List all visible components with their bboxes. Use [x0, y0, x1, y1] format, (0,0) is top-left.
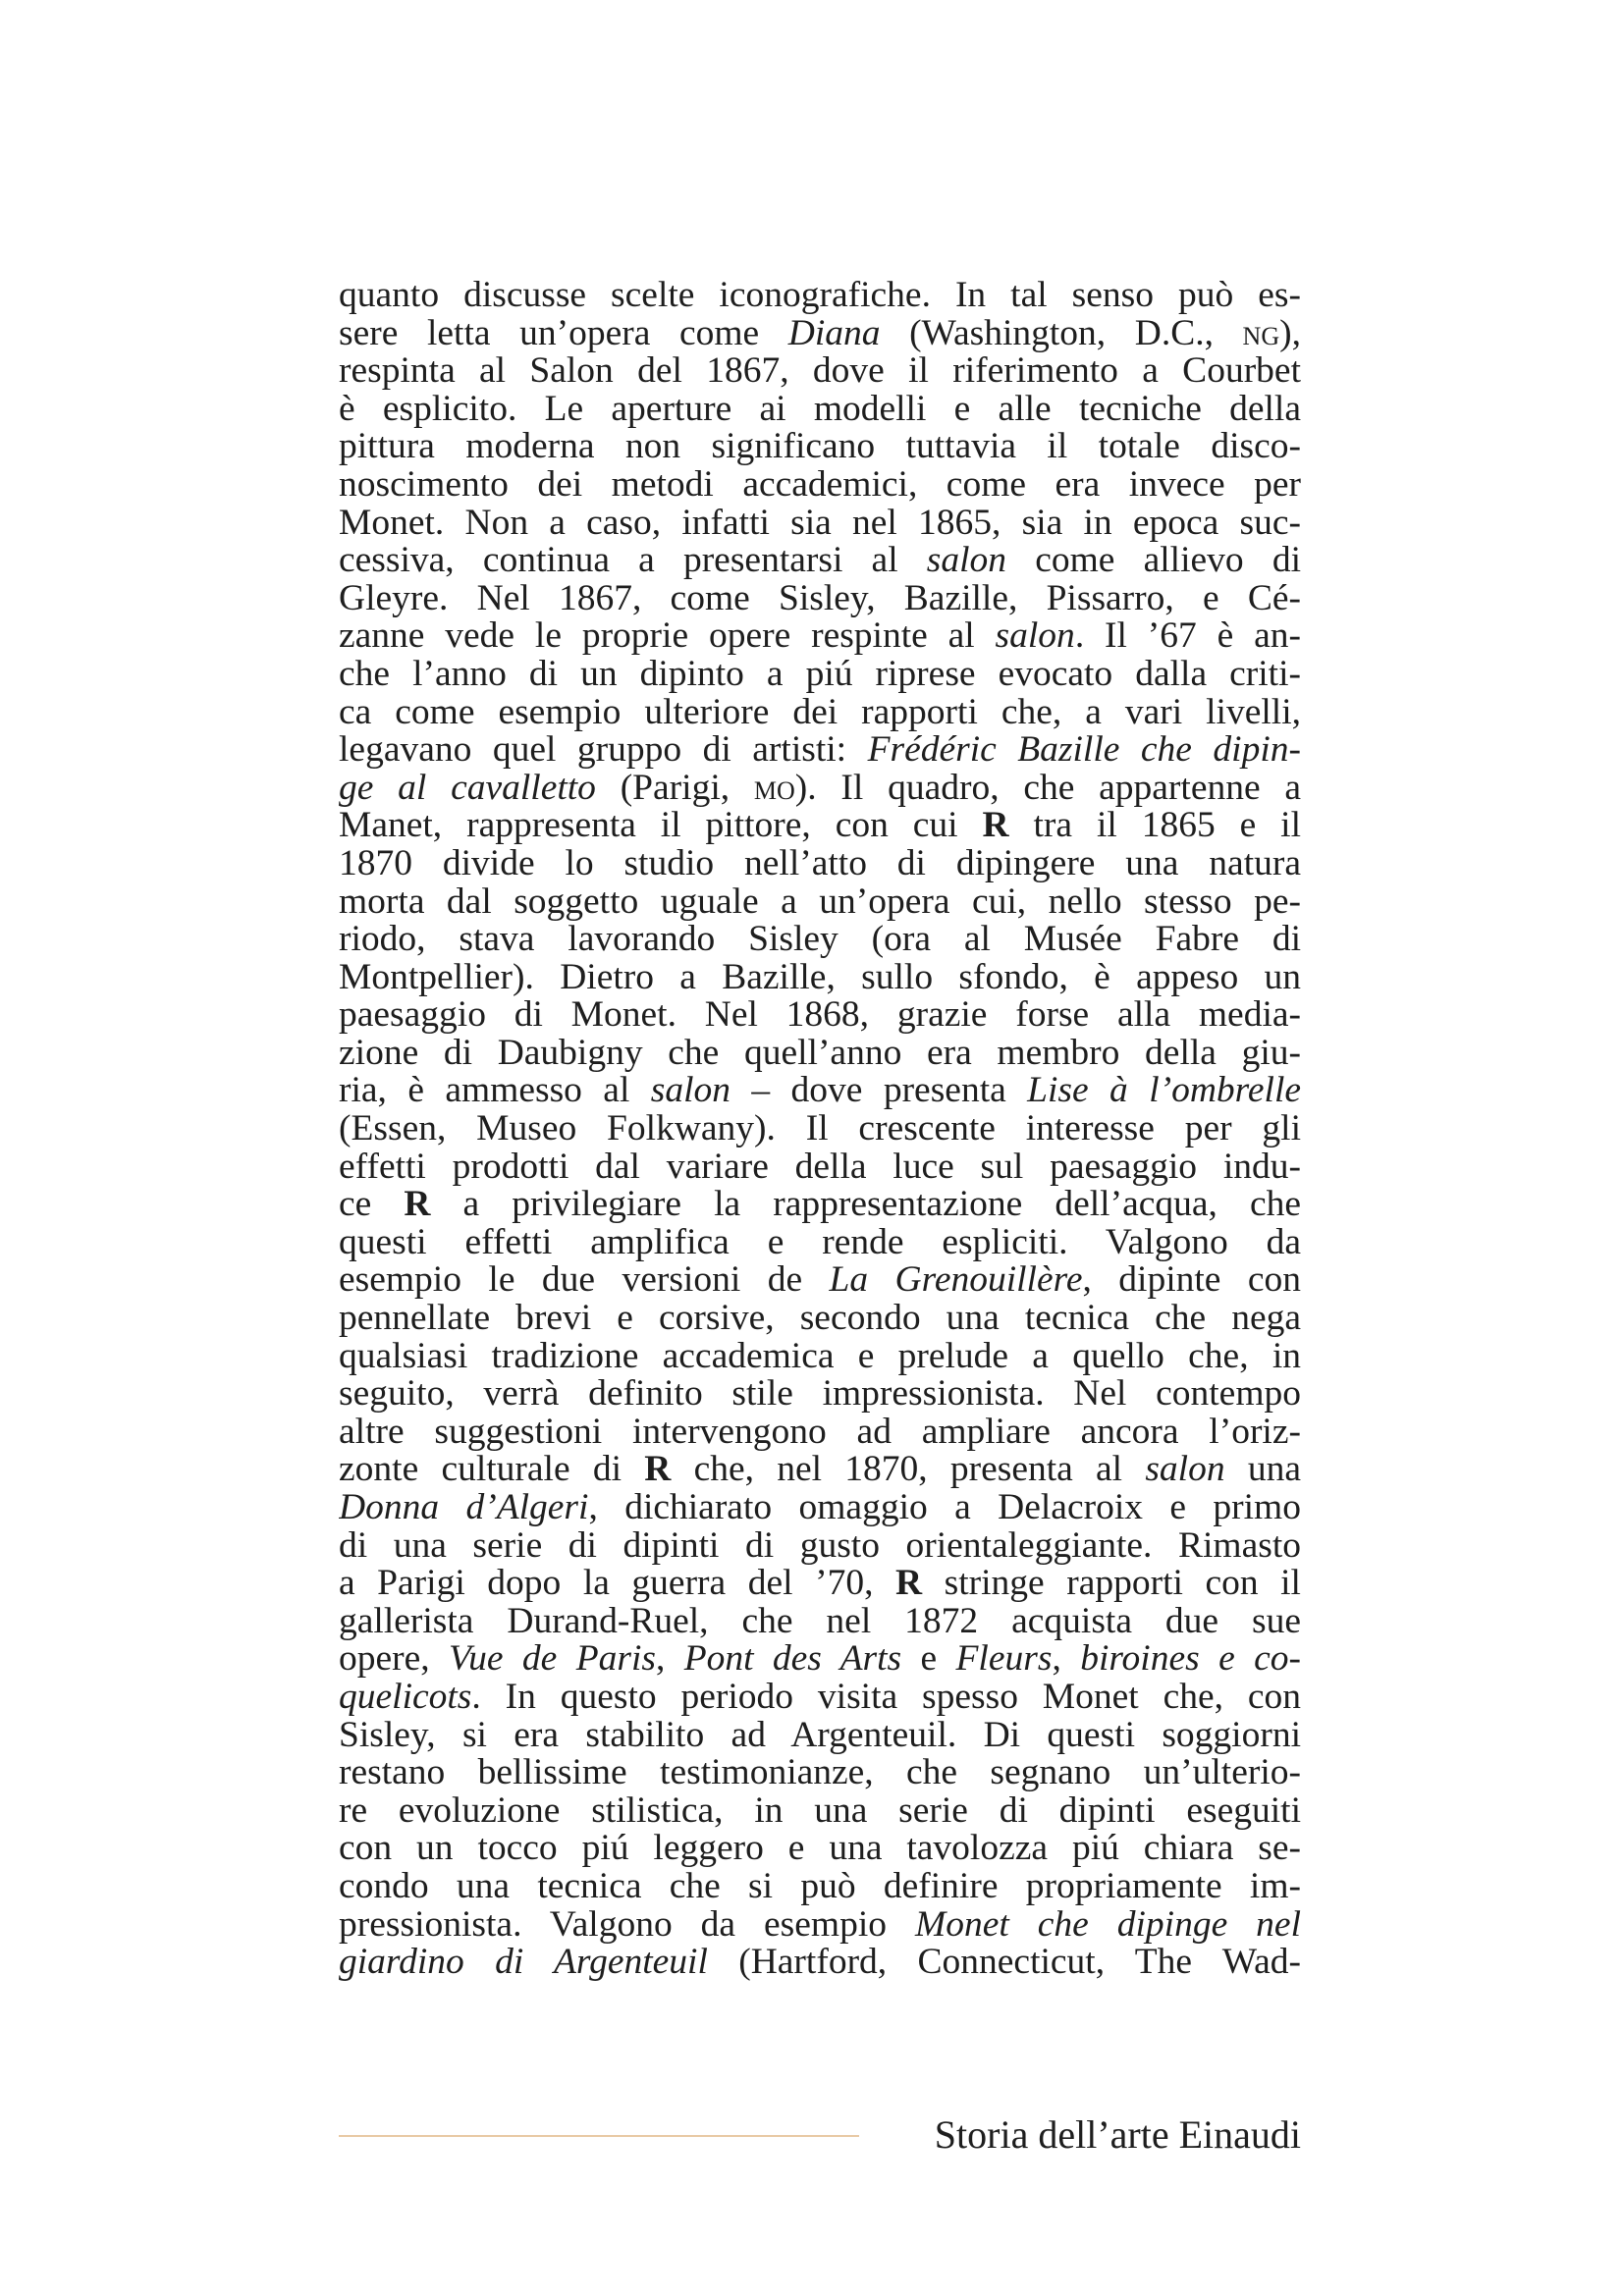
text-segment: altre suggestioni intervengono ad ampliare ancora l’oriz-	[339, 1413, 1301, 1452]
italic-text: Fleurs	[955, 1640, 1053, 1679]
text-line	[339, 1830, 1301, 1868]
text-line	[339, 845, 1301, 883]
text-segment: , dichiarato omaggio a Delacroix e primo	[588, 1489, 1301, 1527]
text-line	[339, 580, 1301, 618]
footer-title: Storia dell’arte Einaudi	[934, 2112, 1301, 2157]
italic-text: La Grenouillère	[829, 1261, 1083, 1301]
text-line	[339, 1527, 1301, 1566]
text-segment: come allievo di	[1006, 542, 1301, 580]
bold-text: R	[894, 1565, 923, 1603]
text-segment: (Essen, Museo Folkwany). Il crescente interesse per gli	[339, 1110, 1301, 1148]
text-line	[339, 428, 1301, 466]
text-segment: , dipinte con	[1082, 1261, 1301, 1301]
text-line	[339, 1035, 1301, 1073]
page-footer	[339, 2110, 1301, 2169]
text-segment: gallerista Durand-Ruel, che nel 1872 acquista due sue	[339, 1602, 1301, 1641]
text-line	[339, 1754, 1301, 1792]
text-line	[339, 1224, 1301, 1262]
bold-text: R	[982, 807, 1009, 845]
text-line	[339, 391, 1301, 429]
text-segment: sere letta un’opera come	[339, 314, 788, 353]
text-line	[339, 807, 1301, 845]
text-line	[339, 1072, 1301, 1110]
text-segment: – dove presenta	[730, 1072, 1028, 1111]
text-line	[339, 352, 1301, 391]
text-segment: qualsiasi tradizione accademica e prelude a quello che, in	[339, 1337, 1301, 1376]
text-line	[339, 617, 1301, 656]
text-line	[339, 277, 1301, 315]
text-segment: ),	[1279, 314, 1301, 353]
text-segment: re evoluzione stilistica, in una serie di dipinti eseguiti	[339, 1791, 1301, 1831]
text-line	[339, 1375, 1301, 1414]
text-segment: . In questo periodo visita spesso Monet che, con	[471, 1678, 1301, 1717]
text-line	[339, 1603, 1301, 1641]
text-segment: zonte culturale di	[339, 1451, 645, 1489]
text-line	[339, 1944, 1301, 1982]
text-line	[339, 921, 1301, 959]
text-segment: Sisley, si era stabilito ad Argenteuil. Di questi soggiorni	[339, 1716, 1301, 1755]
text-line	[339, 1906, 1301, 1945]
text-segment: seguito, verrà definito stile impressionista. Nel contempo	[339, 1375, 1301, 1414]
text-segment: . Il ’67 è an-	[1074, 617, 1301, 656]
text-line	[339, 1792, 1301, 1831]
text-segment: effetti prodotti dal variare della luce sul paesaggio indu-	[339, 1148, 1301, 1187]
text-line	[339, 1679, 1301, 1717]
text-segment: a privilegiare la rappresentazione dell’acqua, che	[430, 1186, 1301, 1224]
text-segment: ca come esempio ulteriore dei rapporti che, a vari livelli,	[339, 693, 1301, 732]
text-line	[339, 656, 1301, 694]
text-segment: Gleyre. Nel 1867, come Sisley, Bazille, Pissarro, e Cé-	[339, 579, 1301, 618]
text-segment: pressionista. Valgono da esempio	[339, 1905, 915, 1945]
text-line	[339, 770, 1301, 808]
text-segment: noscimento dei metodi accademici, come era invece per	[339, 465, 1301, 505]
bold-text: R	[644, 1451, 672, 1489]
text-segment: paesaggio di Monet. Nel 1868, grazie forse alla media-	[339, 996, 1301, 1035]
text-segment: con un tocco piú leggero e una tavolozza piú chiara se-	[339, 1830, 1301, 1868]
text-segment: pittura moderna non significano tuttavia il totale disco-	[339, 428, 1301, 466]
italic-text: Frédéric Bazille che dipin-	[867, 731, 1301, 770]
smallcaps-text: mo	[753, 769, 795, 808]
text-line	[339, 883, 1301, 922]
text-segment: (Washington, D.C.,	[880, 314, 1243, 353]
text-segment: 1870 divide lo studio nell’atto di dipingere una natura	[339, 844, 1301, 883]
text-segment: restano bellissime testimonianze, che segnano un’ulterio-	[339, 1754, 1301, 1792]
text-segment: opere,	[339, 1640, 450, 1679]
body-text	[339, 277, 1301, 1982]
italic-text: salon	[650, 1072, 731, 1111]
text-line	[339, 1300, 1301, 1338]
footer-rule	[339, 2135, 859, 2137]
text-line	[339, 1565, 1301, 1603]
italic-text: ge al cavalletto	[339, 769, 596, 808]
text-segment: ). Il quadro, che appartenne a	[794, 769, 1301, 808]
text-segment: respinta al Salon del 1867, dove il riferimento a Courbet	[339, 352, 1301, 391]
text-segment: legavano quel gruppo di artisti:	[339, 731, 868, 770]
text-line	[339, 1186, 1301, 1224]
text-segment: che, nel 1870, presenta al	[671, 1451, 1146, 1489]
text-segment: Manet, rappresenta il pittore, con cui	[339, 807, 983, 845]
text-segment: ,	[1052, 1640, 1081, 1679]
text-segment: esempio le due versioni de	[339, 1261, 830, 1301]
italic-text: giardino di Argenteuil	[339, 1944, 708, 1982]
text-segment: tra il 1865 e il	[1008, 807, 1301, 845]
text-segment: pennellate brevi e corsive, secondo una tecnica che nega	[339, 1300, 1301, 1338]
text-segment: (Parigi,	[595, 769, 754, 808]
text-segment: che l’anno di un dipinto a piú riprese evocato dalla criti-	[339, 655, 1301, 694]
text-segment: (Hartford, Connecticut, The Wad-	[707, 1944, 1301, 1982]
text-line	[339, 1148, 1301, 1187]
text-line	[339, 1414, 1301, 1452]
text-line	[339, 1338, 1301, 1376]
italic-text: Donna d’Algeri	[339, 1489, 589, 1527]
text-segment: Monet. Non a caso, infatti sia nel 1865, sia in epoca suc-	[339, 504, 1301, 543]
text-line	[339, 1451, 1301, 1489]
text-line	[339, 1261, 1301, 1300]
text-segment: ,	[655, 1640, 684, 1679]
text-segment: Montpellier). Dietro a Bazille, sullo sfondo, è appeso un	[339, 958, 1301, 997]
text-segment: di una serie di dipinti di gusto orientaleggiante. Rimasto	[339, 1526, 1301, 1566]
text-segment: zione di Daubigny che quell’anno era membro della giu-	[339, 1034, 1301, 1073]
text-line	[339, 466, 1301, 505]
text-segment: una	[1224, 1451, 1301, 1489]
text-line	[339, 542, 1301, 580]
text-line	[339, 1868, 1301, 1906]
text-segment: stringe rapporti con il	[922, 1565, 1301, 1603]
italic-text: salon	[995, 617, 1075, 656]
text-line	[339, 1640, 1301, 1679]
text-segment: ria, è ammesso al	[339, 1072, 651, 1111]
text-segment: condo una tecnica che si può definire propriamente im-	[339, 1867, 1301, 1906]
italic-text: salon	[926, 542, 1007, 580]
text-segment: zanne vede le proprie opere respinte al	[339, 617, 996, 656]
italic-text: Pont des Arts	[683, 1640, 902, 1679]
text-segment: morta dal soggetto uguale a un’opera cui, nello stesso pe-	[339, 882, 1301, 922]
italic-text: quelicots	[339, 1678, 472, 1717]
text-line	[339, 1110, 1301, 1148]
text-segment: cessiva, continua a presentarsi al	[339, 542, 927, 580]
italic-text: Diana	[787, 314, 881, 353]
bold-text: R	[404, 1186, 431, 1224]
text-line	[339, 959, 1301, 997]
text-line	[339, 1489, 1301, 1527]
text-line	[339, 315, 1301, 353]
italic-text: Monet che dipinge nel	[914, 1905, 1301, 1945]
text-segment: e	[901, 1640, 956, 1679]
italic-text: Vue de Paris	[449, 1640, 656, 1679]
text-segment: questi effetti amplifica e rende espliciti. Valgono da	[339, 1223, 1301, 1262]
text-segment: a Parigi dopo la guerra del ’70,	[339, 1565, 895, 1603]
text-segment: è esplicito. Le aperture ai modelli e alle tecniche della	[339, 390, 1301, 429]
text-line	[339, 1717, 1301, 1755]
text-line	[339, 731, 1301, 770]
text-segment: quanto discusse scelte iconografiche. In tal senso può es-	[339, 277, 1301, 315]
text-line	[339, 996, 1301, 1035]
smallcaps-text: ng	[1242, 314, 1280, 353]
text-segment: ce	[339, 1186, 405, 1224]
text-segment: riodo, stava lavorando Sisley (ora al Musée Fabre di	[339, 921, 1301, 959]
text-line	[339, 505, 1301, 543]
italic-text: salon	[1145, 1451, 1225, 1489]
italic-text: Lise à l’ombrelle	[1027, 1072, 1301, 1111]
italic-text: biroines e co-	[1080, 1640, 1301, 1679]
text-line	[339, 694, 1301, 732]
